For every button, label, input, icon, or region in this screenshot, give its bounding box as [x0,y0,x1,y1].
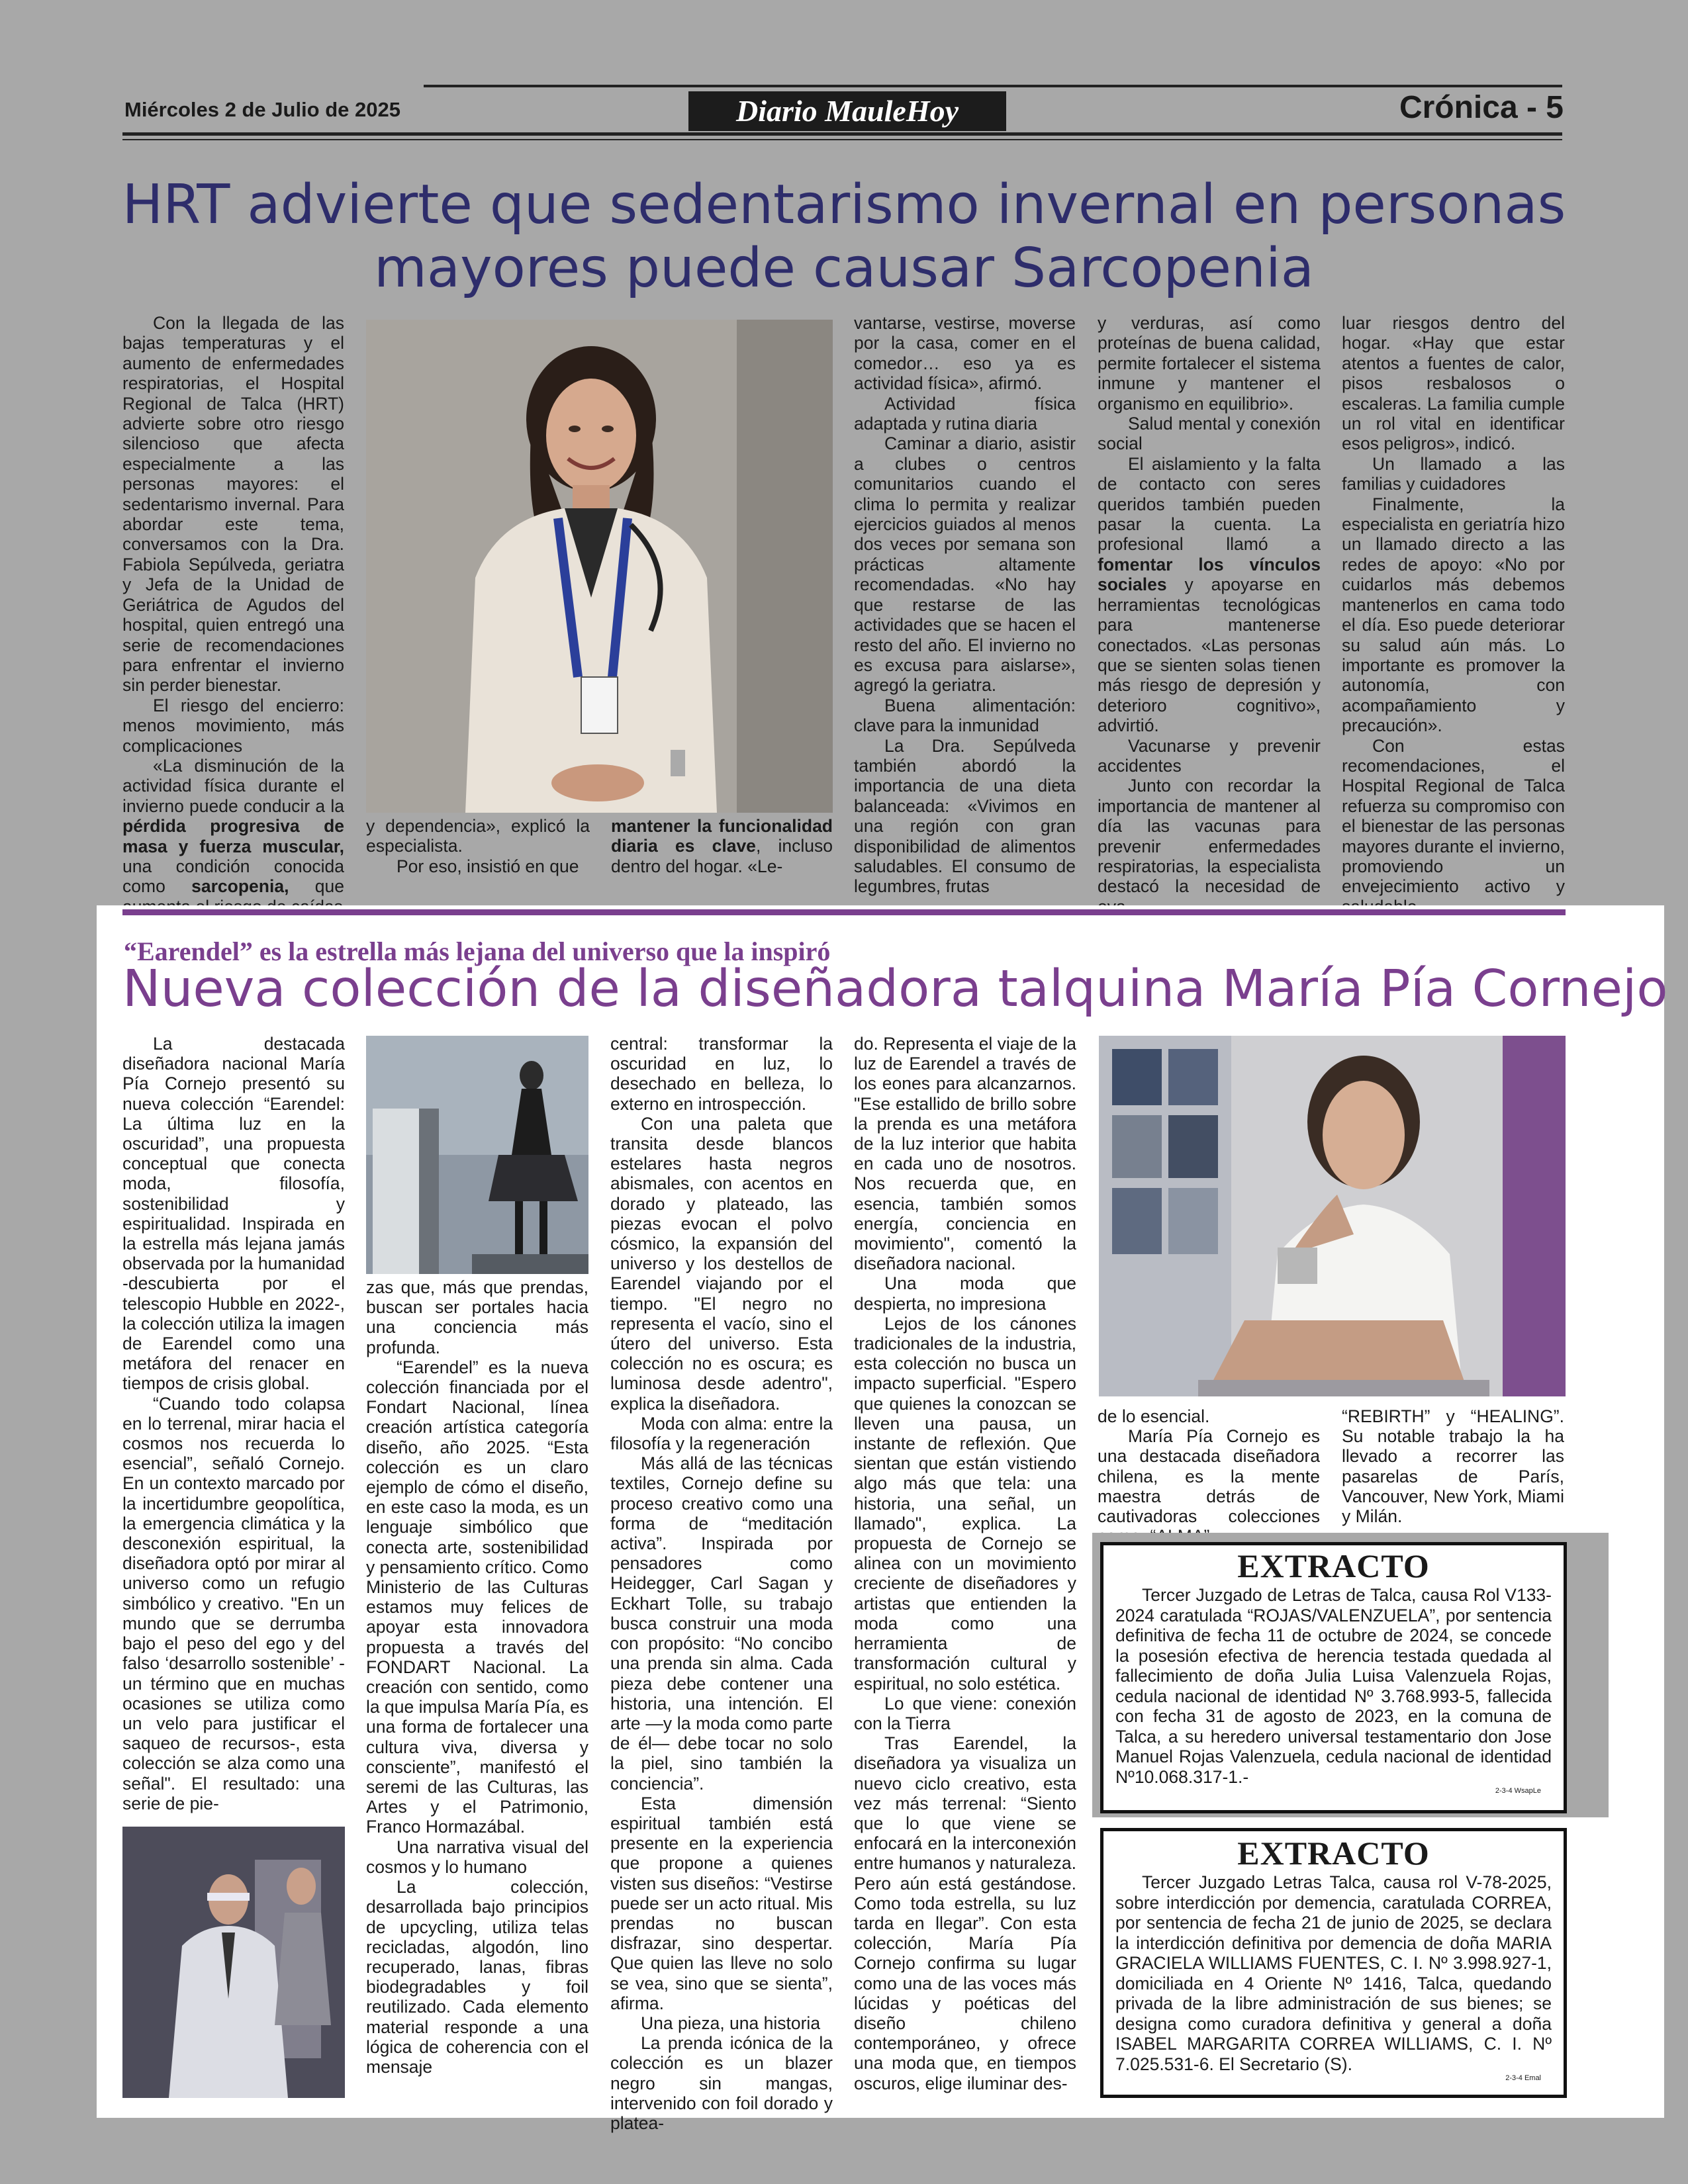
article2-column: do. Representa el viaje de la luz de Earendel a través de los eones para alcanzarnos. "Ese estallido de brillo sobre la prenda es una metáfora de la luz interior que habita en cada uno de nosotros. Nos recuerda que, en esencia, también somos energía, conciencia en movimiento", comentó la diseñadora nacional. Una moda que despierta, no impresiona Lejos de los cánones tradicionales de la industria, esta colección no busca un impacto superficial. "Espero que quienes la conozcan se lleven una pausa, un instante de reflexión. Que sientan que están vistiendo algo más que tela: una historia, una señal, un llamado", explica. La propuesta de Cornejo se alinea con un movimiento creciente de diseñadores y artistas que entienden la moda como una herramienta de transformación cultural y espiritual, no solo estética. Lo que viene: conexión con la Tierra Tras Earendel, la diseñadora ya visualiza un nuevo ciclo creativo, esta vez más terrenal: “Siento que lo que viene se enfocará en la interconexión entre humanos y naturaleza. Pero aún está gestándose. Como toda estrella, su luz tarda en llegar”. Con esta colección, María Pía Cornejo confirma su lugar como una de las voces más lúcidas y poéticas del diseño chileno contemporáneo, y ofrece una moda que, en tiempos oscuros, elige iluminar des- [854,1034,1076,2093]
legal-notice-title: EXTRACTO [1237,1835,1430,1872]
article2-column: central: transformar la oscuridad en luz, lo desechado en belleza, lo externo en introspección. Con una paleta que transita desde blancos estelares hasta negros abismales, con acentos en dorado y plateado, las piezas evocan el polvo cósmico, la expansión del universo y los destellos de Earendel viajando por el tiempo. "El negro no representa el vacío, sino el útero del universo. Esta colección no es oscura; es luminosa desde adentro", explica la diseñadora. Moda con alma: entre la filosofía y la regeneración Más allá de las técnicas textiles, Cornejo define su proceso creativo como una forma de “meditación activa”. Inspirada por pensadores como Heidegger, Carl Sagan y Eckhart Tolle, su trabajo busca construir una moda con propósito: “No concibo una prenda sin alma. Cada pieza debe contener una historia, una intención. El arte —y la moda como parte de él— debe tocar no solo la piel, sino también la conciencia”. Esta dimensión espiritual también está presente en la experiencia que propone a quienes visten sus diseños: “Vestirse puede ser un acto ritual. Mis prendas no buscan disfrazar, sino despertar. Que quien las lleve no solo se vea, sino que se sienta”, afirma. Una pieza, una historia La prenda icónica de la colección es un blazer negro sin mangas, intervenido con foil dorado y platea- [610,1034,833,2133]
article1-column: mantener la funcionalidad diaria es clave, incluso dentro del hogar. «Le- [611,816,833,876]
article1-column: vantarse, vestirse, moverse por la casa, comer en el comedor… eso ya es actividad física», afirmó. Actividad física adaptada y rutina diaria Caminar a diario, asistir a clubes o centros comunitarios cuando el clima lo permita y realizar ejercicios guiados al menos dos veces por semana son prácticas altamente recomendadas. «No hay que restarse de las actividades que se hacen el resto del año. El invierno no es excusa para aislarse», agregó la geriatra. Buena alimentación: clave para la inmunidad La Dra. Sepúlveda también abordó la importancia de una dieta balanceada: «Vivimos en una región con gran disponibilidad de alimentos saludables. El consumo de legumbres, frutas [854,313,1076,897]
section-divider [122,909,1566,915]
legal-notice-ref: 2-3-4 WsapLe [1495,1787,1541,1795]
issue-date: Miércoles 2 de Julio de 2025 [124,98,400,121]
article2-column: de lo esencial. María Pía Cornejo es una destacada diseñadora chilena, es la mente maestra detrás de cautivadoras colecciones [1098,1406,1320,1527]
model-runway-photo [366,1036,588,1274]
designer-portrait-photo [1099,1036,1566,1396]
article2-column: zas que, más que prendas, buscan ser portales hacia una conciencia más profunda. “Earendel” es la nueva colección financiada por el Fondart Nacional, línea creación artística categoría diseño, año 2025. “Esta colección es un claro ejemplo de cómo el diseño, en este caso la moda, es un lenguaje simbólico que conecta arte, sostenibilidad y pensamiento crítico. Como Ministerio de las Culturas estamos muy felices de apoyar esta innovadora propuesta a través del FONDART Nacional. La creación con sentido, como la que impulsa María Pía, es una forma de fortalecer una cultura viva, diversa y consciente”, manifestó el seremi de las Culturas, las Artes y el Patrimonio, Franco Hormazábal. Una narrativa visual del cosmos y lo humano La colección, desarrollada bajo principios de upcycling, utiliza telas recicladas, algodón, lino recuperado, lanas, fibras biodegradables y foil reutilizado. Cada elemento material responde a una lógica de coherencia con el mensaje [366,1277,588,2077]
legal-notice-box [1100,1542,1567,1813]
article2-headline: Nueva colección de la diseñadora talquina María Pía Cornejo [122,960,1668,1019]
article2-column: La destacada diseñadora nacional María Pía Cornejo presentó su nueva colección “Earendel: La última luz en la oscuridad”, una propuesta conceptual que conecta moda, filosofía, sostenibilidad y espiritualidad. Inspirada en la estrella más lejana jamás observada por la humanidad -descubierta por el telescopio Hubble en 2022-, la colección utiliza la imagen de Earendel como una metáfora del renacer en tiempos de crisis global. “Cuando todo colapsa en lo terrenal, mirar hacia el cosmos nos recuerda lo esencial”, señaló Cornejo. En un contexto marcado por la incertidumbre geopolítica, la emergencia climática y la desconexión espiritual, la diseñadora optó por mirar al universo como un refugio simbólico y creativo. "En un mundo que se derrumba bajo el peso del ego y del falso ‘desarrollo sostenible’ -un término que en muchas ocasiones se utiliza como un velo para justificar el saqueo de recursos-, esta colección se alza como una señal". El resultado: una serie de pie- [122,1034,345,1813]
article1-column: luar riesgos dentro del hogar. «Hay que estar atentos a fuentes de calor, pisos resbalosos o escaleras. La familia cumple un rol vital en identificar esos peligros», indicó. Un llamado a las familias y cuidadores Finalmente, la especialista en geriatría hizo un llamado directo a las redes de apoyo: «No por cuidarlos más debemos mantenerlos en cama todo el día. Eso puede deteriorar su salud aún más. Lo importante es promover la autonomía, con acompañamiento y precaución». Con estas recomendaciones, el Hospital Regional de Talca refuerza su compromiso con el bienestar de las personas mayores durante el invierno, promoviendo un envejecimiento activo y [1342,313,1565,897]
legal-notice-text: Tercer Juzgado de Letras de Talca, causa Rol V133-2024 caratulada “ROJAS/VALENZUELA”, por sentencia definitiva de fecha 11 de octubre de 2024, se concede la posesión efectiva de herencia testada quedada al fallecimiento de doña Julia Luisa Valenzuela Rojas, cedula nacional de identidad Nº 3.768.993-5, fallecida con fecha 31 de agosto de 2023, en la comuna de Talca, a su heredero universal testamentario don Jose Manuel Rojas Valenzuela, cedula nacional de identidad Nº10.068.317-1.- [1115,1585,1552,1787]
legal-notice-title: EXTRACTO [1237,1547,1430,1584]
header-rule [122,132,1562,136]
article1-column: y verduras, así como proteínas de buena calidad, permite fortalecer el sistema inmune y mantener el organismo en equilibrio». Salud mental y conexión social El aislamiento y la falta de contacto con seres queridos también pueden pasar la cuenta. La profesional llamó a fomentar los vínculos sociales y apoyarse en herramientas tecnológicas para mantenerse conectados. «Las personas que se sienten solas tienen más riesgo de depresión y deterioro cognitivo», advirtió. Vacunarse y prevenir accidentes Junto con recordar la importancia de mantener al día las vacunas para prevenir enfermedades respiratorias, la especialista destacó la necesidad de [1098,313,1321,897]
legal-notice-text: Tercer Juzgado Letras Talca, causa rol V-78-2025, sobre interdicción por demencia, caratulada CORREA, por sentencia de fecha 21 de junio de 2025, se declara la interdicción definitiva por demencia de doña MARIA GRACIELA WILLIAMS FUENTES, C. I. Nº 3.998.927-1, domiciliada en 4 Oriente Nº 1416, Talca, quedando privada de la libre administración de sus bienes; se designa como curadora definitiva y general a doña ISABEL MARGARITA CORREA WILLIAMS, C. I. Nº 7.025.531-6. El Secretario (S). [1115,1872,1552,2074]
article1-headline: HRT advierte que sedentarismo invernal en personas mayores puede causar Sarcopenia [122,173,1566,300]
article2-kicker: “Earendel” es la estrella más lejana del universo que la inspiró [124,936,831,966]
article1-column: y dependencia», explicó la especialista. Por eso, insistió en que [366,816,590,876]
model-coat-photo [122,1827,345,2098]
legal-notice-box [1100,1828,1567,2098]
article2-column: “REBIRTH” y “HEALING”. Su notable trabajo la ha llevado a recorrer las pasarelas de París, Vancouver, New York, Miami y Milán. [1342,1406,1564,1527]
header-rule [424,85,1562,87]
doctor-photo [366,320,833,813]
legal-notice-ref: 2-3-4 Emal [1505,2074,1541,2082]
header-rule [122,139,1562,140]
section-page: Crónica - 5 [1399,90,1564,125]
newspaper-logo: Diario MauleHoy [688,91,1006,131]
article1-column: Con la llegada de las bajas temperaturas y el aumento de enfermedades respiratorias, el Hospital Regional de Talca (HRT) advierte sobre otro riesgo silencioso que afecta especialmente a las personas mayores: el sedentarismo invernal. Para abordar este tema, conversamos con la Dra. Fabiola Sepúlveda, geriatra y Jefa de la Unidad de Geriátrica de Agudos del hospital, quien entregó una serie de recomendaciones para enfrentar el invierno sin perder bienestar. El riesgo del encierro: menos movimiento, más complicaciones «La disminución de la actividad física durante el invierno puede conducir a la pérdida progresiva de masa y fuerza muscular, una condición conocida como sarcopenia, que [122,313,344,897]
